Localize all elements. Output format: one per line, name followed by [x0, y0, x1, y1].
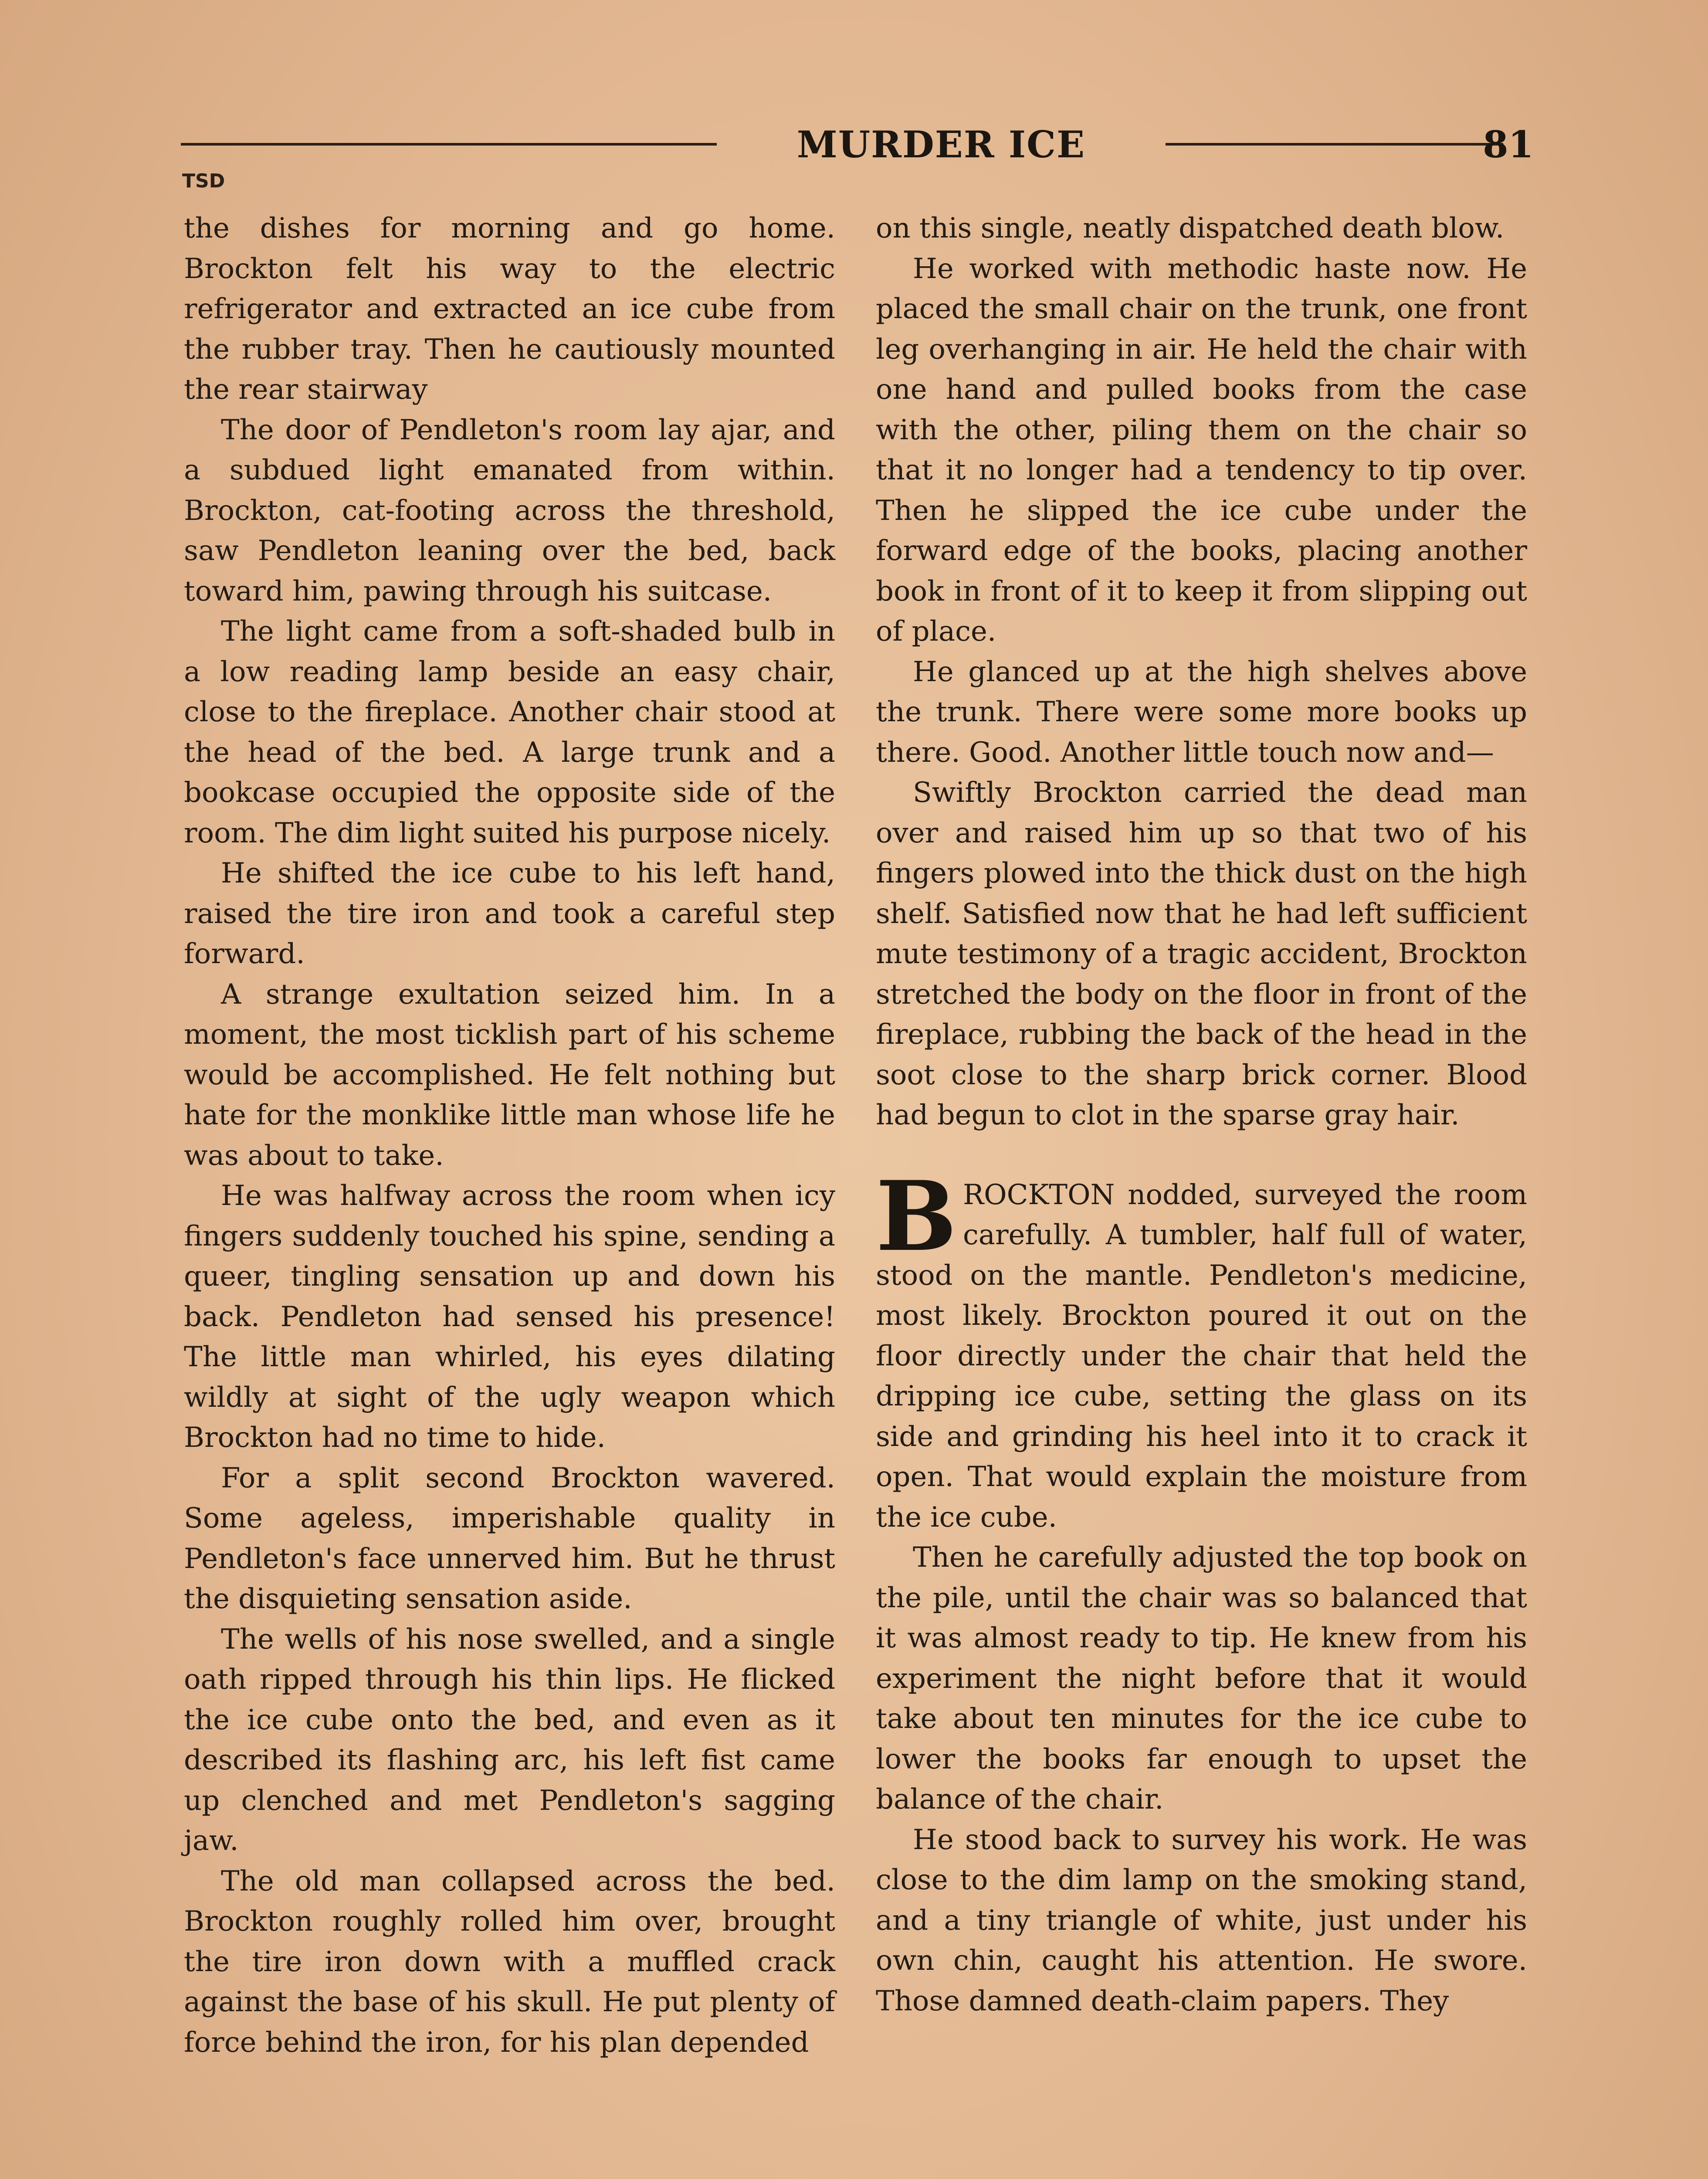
lead-caps: ROCKTON	[962, 1178, 1115, 1211]
paragraph: The light came from a soft-shaded bulb in a low reading lamp beside an easy chair, close to the fireplace. Another chair stood at the head of the bed. A large trunk and a bookcase occupied the opposite side of the room. The dim light suited his purpose nicely.	[184, 615, 835, 849]
paragraph: Then he carefully adjusted the top book on the pile, until the chair was so balanced that it was almost ready to tip. He knew from his experiment the night before that it would take about ten minutes for the ice cube to lower the books far enough to upset the balance of the chair.	[876, 1541, 1527, 1816]
left-column	[184, 208, 835, 2063]
paragraph: on this single, neatly dispatched death blow.	[876, 212, 1505, 244]
paragraph: Swiftly Brockton carried the dead man over and raised him up so that two of his fingers plowed into the thick dust on the high shelf. Satisfied now that he had left sufficient mute testimony of a tragic accident, Brockton stretched the body on the floor in front of the fireplace, rubbing the back of the head in the soot close to the sharp brick corner. Blood had begun to clot in the sparse gray hair.	[876, 777, 1527, 1131]
section-opening-paragraph	[876, 1159, 1527, 1538]
paragraph: The old man collapsed across the bed. Brockton roughly rolled him over, brought the tire iron down with a muffled crack against the base of his skull. He put plenty of force behind the iron, for his plan depended	[184, 1865, 835, 2059]
paragraph: He glanced up at the high shelves above the trunk. There were some more books up there. Good. Another little touch now and—	[876, 655, 1527, 769]
paragraph: He worked with methodic haste now. He placed the small chair on the trunk, one front leg overhanging in air. He held the chair with one hand and pulled books from the case with the other, piling them on the chair so that it no longer had a tendency to tip over. Then he slipped the ice cube under the forward edge of the books, placing another book in front of it to keep it from slipping out of place.	[876, 252, 1527, 648]
printer-code: TSD	[182, 170, 225, 192]
paragraph: A strange exultation seized him. In a moment, the most ticklish part of his scheme would be accomplished. He felt nothing but hate for the monklike little man whose life he was about to take.	[184, 978, 835, 1172]
paragraph: The wells of his nose swelled, and a single oath ripped through his thin lips. He flicked the ice cube onto the bed, and even as it described its flashing arc, his left fist came up clenched and met Pendleton's sagging jaw.	[184, 1623, 835, 1857]
right-column	[876, 208, 1527, 2021]
paragraph: The door of Pendleton's room lay ajar, and a subdued light emanated from within. Brockton, cat-footing across the threshold, saw Pendleton leaning over the bed, back toward him, pawing through his suitcase.	[184, 414, 835, 608]
running-header	[181, 123, 1534, 166]
header-rule-left	[181, 143, 717, 146]
paragraph: He shifted the ice cube to his left hand, raised the tire iron and took a careful step forward.	[184, 857, 835, 970]
paragraph: He was halfway across the room when icy fingers suddenly touched his spine, sending a queer, tingling sensation up and down his back. Pendleton had sensed his presence! The little man whirled, his eyes dilating wildly at sight of the ugly weapon which Brockton had no time to hide.	[184, 1180, 835, 1454]
running-title: MURDER ICE	[796, 123, 1086, 166]
page-number: 81	[1483, 123, 1534, 166]
paragraph: He stood back to survey his work. He was close to the dim lamp on the smoking stand, and a tiny triangle of white, just under his own chin, caught his attention. He swore. Those damned death-claim papers. They	[876, 1823, 1527, 2017]
drop-cap: B	[876, 1159, 957, 1273]
paragraph: the dishes for morning and go home. Brockton felt his way to the electric refrigerator and extracted an ice cube from the rubber tray. Then he cautiously mounted the rear stairway	[184, 212, 835, 406]
header-rule-right	[1166, 143, 1503, 146]
section-text: nodded, surveyed the room carefully. A tumbler, half full of water, stood on the mantle. Pendleton's medicine, most likely. Brockton poured it out on the floor directly under the chair that held the dripping ice cube, setting the glass on its side and grinding his heel into it to crack it open. That would explain the moisture from the ice cube.	[876, 1178, 1527, 1534]
section-gap	[876, 1136, 1527, 1175]
paragraph: For a split second Brockton wavered. Some ageless, imperishable quality in Pendleton's face unnerved him. But he thrust the disquieting sensation aside.	[184, 1462, 835, 1615]
